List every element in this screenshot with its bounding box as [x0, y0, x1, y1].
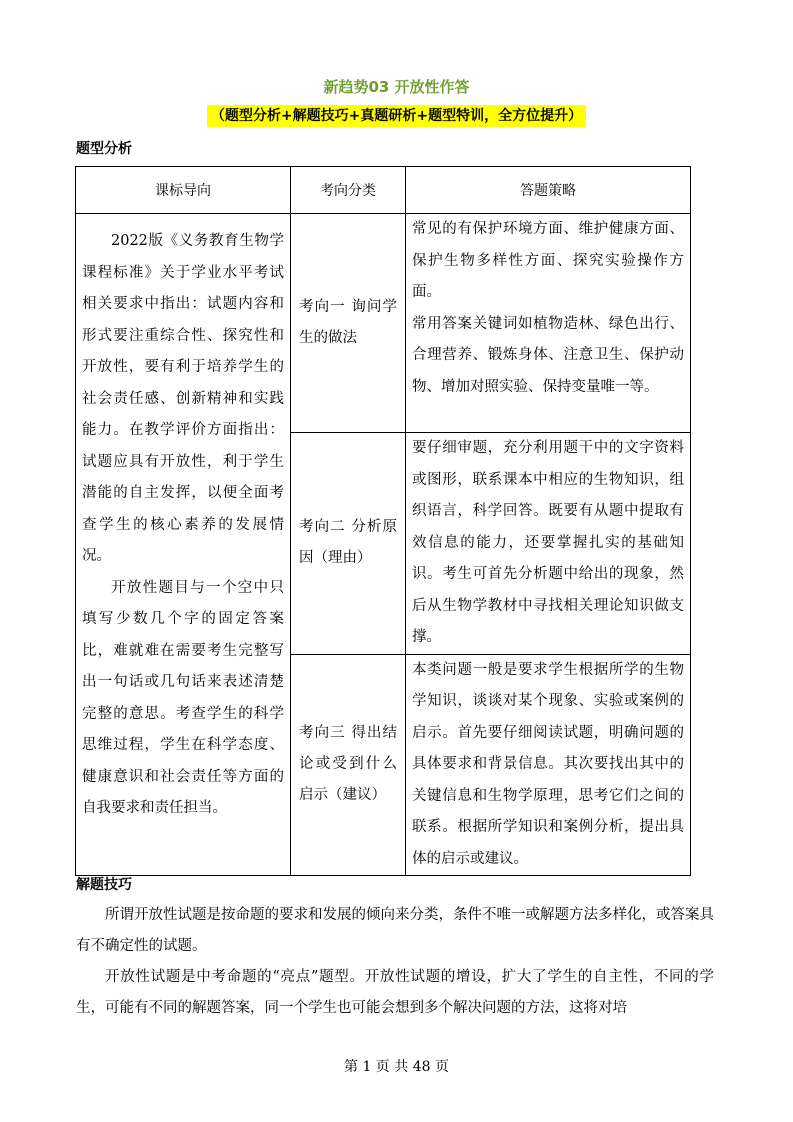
paragraph-text: 开放性试题是中考命题的“亮点”题型。开放性试题的增设，扩大了学生的自主性，不同的学生，可能有不同的解题答案，同一个学生也可能会想到多个解决问题的方法，这将对培 [76, 969, 714, 1016]
strategy-text: 要仔细审题，充分利用题干中的文字资料或图形，联系课本中相应的生物知识，组织语言，科学回答。既要有从题中提取有效信息的能力，还要掌握扎实的基础知识。考生可首先分析题中给出的现象，然后从生物学教材中寻找相关理论知识做支撑。 [412, 440, 684, 645]
table-header-row [76, 167, 691, 214]
table-row [76, 214, 691, 433]
section-heading-skills: 解题技巧 [76, 877, 132, 893]
analysis-table [75, 166, 691, 876]
document-subtitle: （题型分析+解题技巧+真题研析+题型特训，全方位提升） [207, 105, 586, 127]
strategy-text: 本类问题一般是要求学生根据所学的生物学知识，谈谈对某个现象、实验或案例的启示。首先要仔细阅读试题，明确问题的具体要求和背景信息。其次要找出其中的关键信息和生物学原理，思考它们之间的联系。根据所学知识和案例分析，提出具体的启示或建议。 [412, 661, 684, 867]
header-guidance: 课标导向 [76, 167, 291, 214]
strategy-cell-3 [406, 654, 691, 876]
guidance-cell [76, 214, 291, 876]
category-text: 考向一 询问学生的做法 [299, 299, 397, 346]
strategy-text: 常用答案关键词如植物造林、绿色出行、合理营养、锻炼身体、注意卫生、保护动物、增加对照实验、保持变量唯一等。 [412, 315, 684, 395]
body-paragraph-2 [76, 962, 714, 1024]
strategy-text: 常见的有保护环境方面、维护健康方面、保护生物多样性方面、探究实验操作方面。 [412, 221, 684, 300]
guidance-paragraph-1: 2022版《义务教育生物学课程标准》关于学业水平考试相关要求中指出：试题内容和形式要注重综合性、探究性和开放性，要有利于培养学生的社会责任感、创新精神和实践能力。在教学评价方面指出：试题应具有开放性，利于学生潜能的自主发挥，以便全面考查学生的核心素养的发展情况。 [82, 233, 284, 564]
category-cell-3 [291, 654, 406, 876]
category-cell-2 [291, 433, 406, 655]
header-category: 考向分类 [291, 167, 406, 214]
paragraph-text: 所谓开放性试题是按命题的要求和发展的倾向来分类，条件不唯一或解题方法多样化，或答案具有不确定性的试题。 [76, 907, 714, 954]
header-strategy: 答题策略 [406, 167, 691, 214]
page-number-footer: 第 1 页 共 48 页 [344, 1059, 449, 1075]
document-title: 新趋势03 开放性作答 [323, 78, 470, 96]
strategy-cell-1 [406, 214, 691, 433]
section-heading-analysis: 题型分析 [76, 141, 132, 157]
category-cell-1 [291, 214, 406, 433]
guidance-paragraph-2: 开放性题目与一个空中只填写少数几个字的固定答案比，难就难在需要考生完整写出一句话或几句话来表述清楚完整的意思。考查学生的科学思维过程，学生在科学态度、健康意识和社会责任等方面的自我要求和责任担当。 [82, 579, 284, 816]
body-paragraph-1 [76, 900, 714, 962]
category-text: 考向三 得出结论或受到什么启示（建议） [299, 725, 397, 804]
category-text: 考向二 分析原因（理由） [299, 519, 397, 567]
subtitle-container [0, 105, 793, 127]
strategy-cell-2 [406, 433, 691, 655]
